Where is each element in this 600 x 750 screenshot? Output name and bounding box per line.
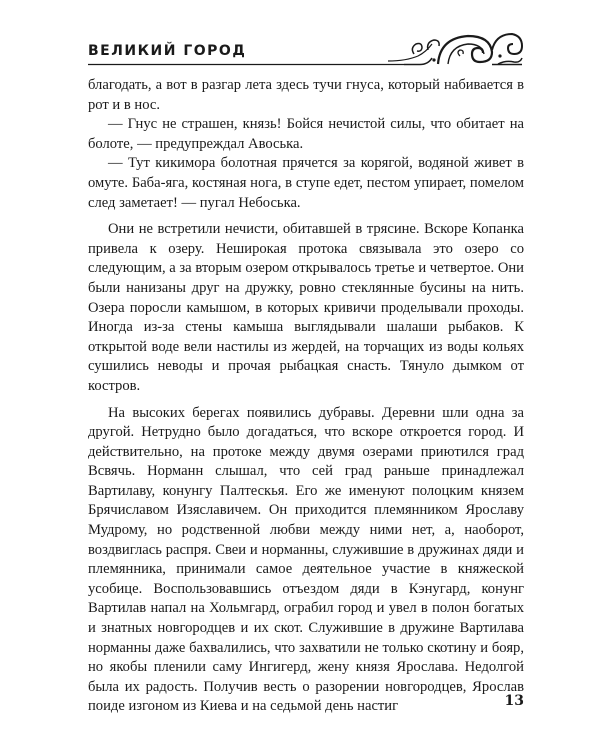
paragraph: благодать, а вот в разгар лета здесь тучи гнуса, который набивается в рот и в нос. (88, 77, 524, 113)
paragraph: На высоких берегах появились дубравы. Деревни шли одна за другой. Нетрудно было догадаться, что вскоре откроется город. И действительно, на протоке между двумя озерами приютился град Всвячь. Норманн слышал, что сей град раньше принадлежал Вартилаву, конунгу Палтескья. Его же именуют полоцким князем Брячиславом Изяславичем. Он приходится племянником Ярославу Мудрому, но родственной любви между ними нет, а, наоборот, воздвиглась распря. Свеи и норманны, служившие в дружинах дяди и племянника, принимали самое деятельное участие в княжеской усобице. Воспользовавшись отъездом дяди в Кэнугард, конунг Вартилав напал на Хольмгард, ограбил город и увел в полон богатых и знатных новгородцев и их скот. Служившие в дружине Вартилава норманны даже бахвалились, что захватили не только скотину и бояр, но якобы пленили саму Ингигерд, жену князя Ярослава. Недолгой была их радость. Получив весть о разорении новгородцев, Ярослав поиде изгоном из Киева и на седьмой день настиг (88, 404, 524, 715)
running-title: ВЕЛИКИЙ ГОРОД (88, 43, 247, 59)
page-number: 13 (504, 693, 524, 709)
paragraph: — Тут кикимора болотная прячется за корягой, водяной живет в омуте. Баба-яга, костяная нога, в ступе едет, пестом упирает, помелом след заметает! — пугал Небоська. (88, 155, 524, 211)
paragraph: Они не встретили нечисти, обитавшей в трясине. Вскоре Копанка привела к озеру. Неширокая протока связывала это озеро со следующим, а за вторым озером открывалось третье и четвертое. Они были нанизаны друг на дружку, ровно стеклянные бусины на нить. Озера поросли камышом, в которых кривичи проделывали проходы. Иногда из-за стены камыша выглядывали шалаши рыбаков. К открытой воде вели настилы из жердей, на торчащих из воды кольях сушились неводы и прочая рыбацкая снасть. Тянуло дымком от костров. (88, 221, 524, 394)
running-header (88, 30, 524, 66)
body-text (88, 76, 524, 717)
paragraph: — Гнус не страшен, князь! Бойся нечистой силы, что обитает на болоте, — предупреждал Авоська. (88, 116, 524, 152)
